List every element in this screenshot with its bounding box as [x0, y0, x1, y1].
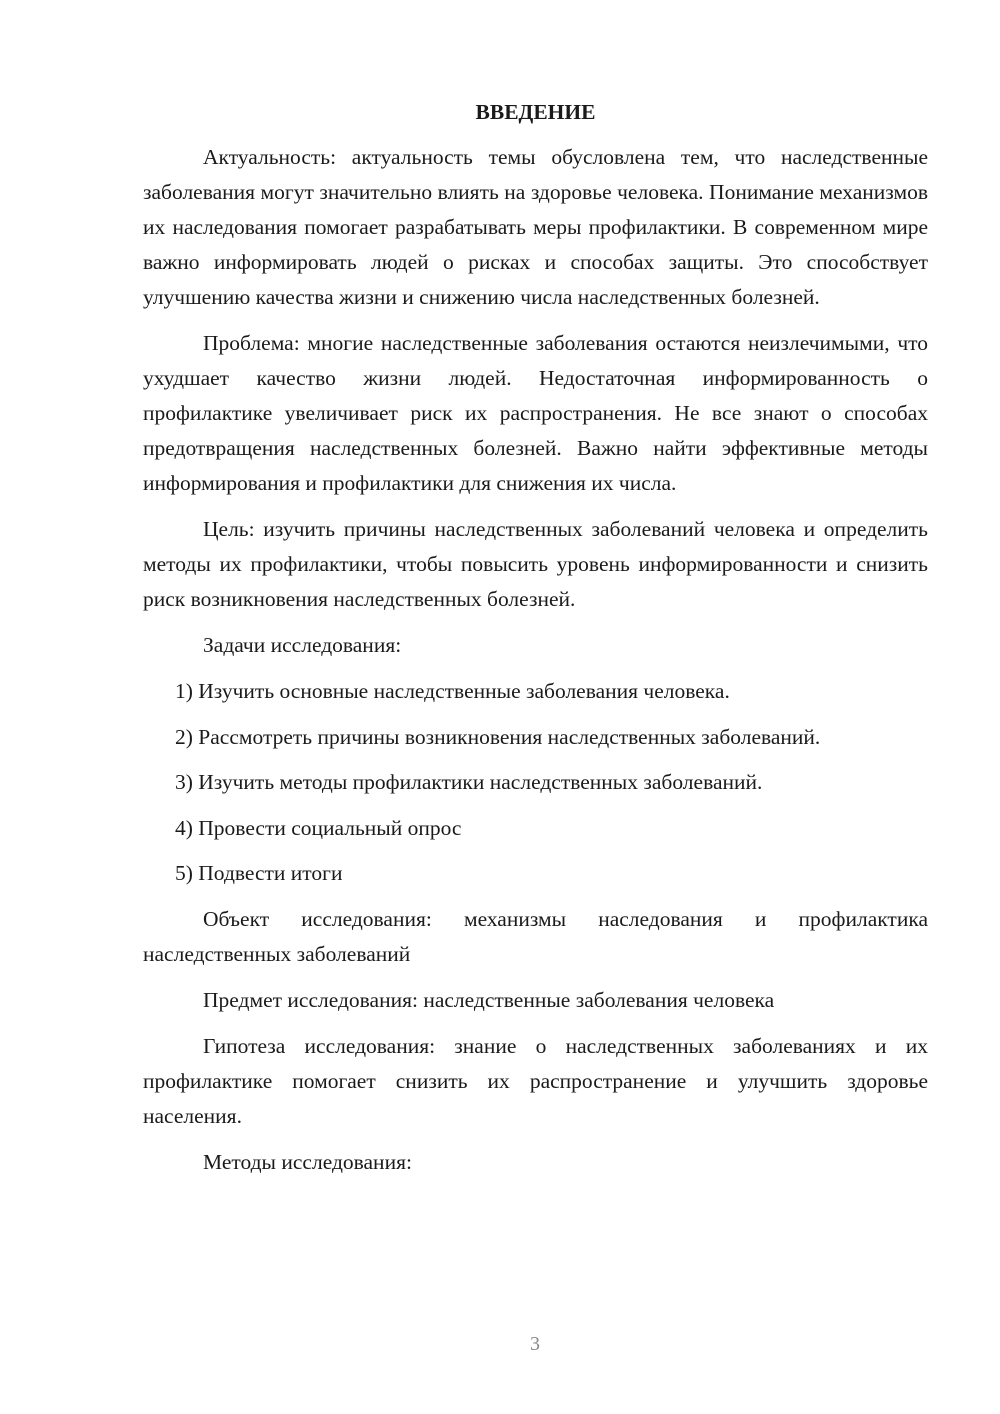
relevance-paragraph: Актуальность: актуальность темы обусловлена тем, что наследственные заболевания могут значительно влиять на здоровье человека. Понимание механизмов их наследования помогает разрабатывать меры профилактики. В современном мире важно информировать людей о рисках и способах защиты. Это способствует улучшению качества жизни и снижению числа наследственных болезней.	[143, 145, 928, 309]
task-item: 3) Изучить методы профилактики наследственных заболеваний.	[175, 770, 763, 794]
methods-title: Методы исследования:	[203, 1149, 412, 1174]
task-item: 1) Изучить основные наследственные заболевания человека.	[175, 679, 730, 703]
page-number: 3	[530, 1333, 540, 1355]
hypothesis-paragraph: Гипотеза исследования: знание о наследственных заболеваниях и их профилактике помогает снизить их распространение и улучшить здоровье населения.	[143, 1033, 928, 1128]
goal-paragraph: Цель: изучить причины наследственных заболеваний человека и определить методы их профилактики, чтобы повысить уровень информированности и снизить риск возникновения наследственных болезней.	[143, 517, 928, 611]
task-item: 4) Провести социальный опрос	[175, 815, 462, 840]
tasks-title: Задачи исследования:	[203, 633, 402, 657]
task-item: 5) Подвести итоги	[175, 861, 343, 885]
problem-paragraph: Проблема: многие наследственные заболевания остаются неизлечимыми, что ухудшает качество жизни людей. Недостаточная информированность о профилактике увеличивает риск их распространения. Не все знают о способах предотвращения наследственных болезней. Важно найти эффективные методы информирования и профилактики для снижения их числа.	[143, 331, 928, 495]
page-content	[143, 95, 928, 1191]
task-item: 2) Рассмотреть причины возникновения наследственных заболеваний.	[175, 724, 821, 749]
page-heading: ВВЕДЕНИЕ	[475, 100, 596, 124]
object-paragraph: Объект исследования: механизмы наследования и профилактика наследственных заболеваний	[143, 906, 928, 966]
subject-paragraph: Предмет исследования: наследственные заболевания человека	[203, 987, 775, 1012]
